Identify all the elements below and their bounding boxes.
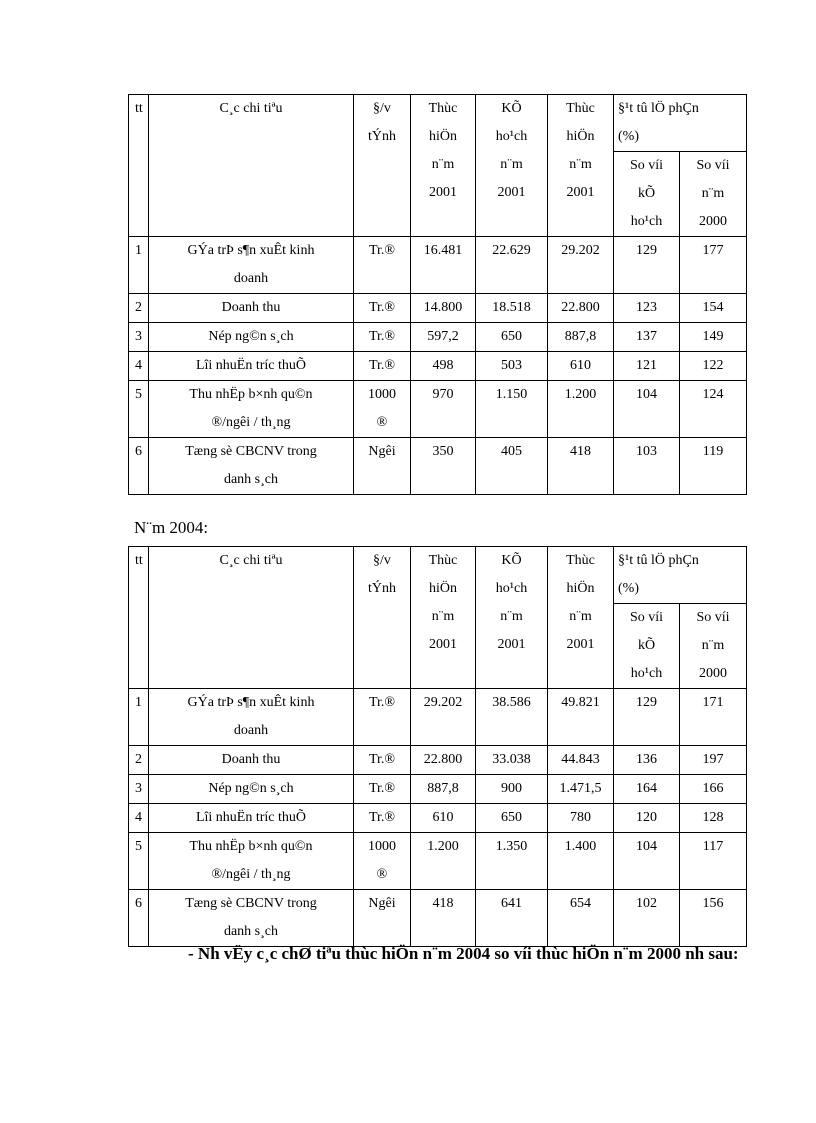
header-unit: §/v tÝnh [354,95,411,237]
row-unit: 1000 ® [354,381,411,438]
row-vs-plan: 102 [614,890,680,947]
row-indicator: Tæng sè CBCNV trong danh s¸ch [149,890,354,947]
header-indicator: C¸c chi tiªu [149,547,354,689]
row-vs-plan: 136 [614,746,680,775]
row-plan: 33.038 [476,746,548,775]
summary-paragraph [134,939,740,968]
row-tt: 4 [129,804,149,833]
row-indicator: GÝa trÞ s¶n xuÊt kinh doanh [149,689,354,746]
row-actual-prev: 610 [411,804,476,833]
row-tt: 3 [129,775,149,804]
table-row [129,294,747,323]
row-unit: Tr.® [354,294,411,323]
row-vs-plan: 104 [614,833,680,890]
row-plan: 1.350 [476,833,548,890]
row-plan: 650 [476,804,548,833]
row-vs-year: 122 [680,352,747,381]
row-actual-prev: 350 [411,438,476,495]
row-plan: 900 [476,775,548,804]
table-header-row [129,95,747,152]
table-2001 [128,94,747,495]
row-actual: 887,8 [548,323,614,352]
header-vs-plan: So víi kÕ ho¹ch [614,604,680,689]
row-actual: 654 [548,890,614,947]
row-actual-prev: 16.481 [411,237,476,294]
row-plan: 641 [476,890,548,947]
row-indicator: GÝa trÞ s¶n xuÊt kinh doanh [149,237,354,294]
row-actual-prev: 970 [411,381,476,438]
header-unit: §/v tÝnh [354,547,411,689]
row-vs-plan: 164 [614,775,680,804]
row-plan: 650 [476,323,548,352]
row-indicator: Nép ng©n s¸ch [149,323,354,352]
row-indicator: Doanh thu [149,746,354,775]
header-vs-year: So víi n¨m 2000 [680,604,747,689]
row-tt: 1 [129,237,149,294]
row-tt: 4 [129,352,149,381]
row-unit: Tr.® [354,746,411,775]
row-indicator: Lîi nhuËn tríc thuÕ [149,352,354,381]
header-tt: tt [129,547,149,689]
row-actual-prev: 22.800 [411,746,476,775]
row-actual: 29.202 [548,237,614,294]
row-plan: 503 [476,352,548,381]
row-actual: 610 [548,352,614,381]
row-unit: Ngêi [354,438,411,495]
row-vs-year: 154 [680,294,747,323]
row-plan: 18.518 [476,294,548,323]
row-actual: 780 [548,804,614,833]
header-actual: Thùc hiÖn n¨m 2001 [548,547,614,689]
row-unit: Tr.® [354,804,411,833]
row-unit: Tr.® [354,323,411,352]
row-vs-year: 197 [680,746,747,775]
row-tt: 2 [129,746,149,775]
header-actual-prev: Thùc hiÖn n¨m 2001 [411,95,476,237]
row-actual: 1.471,5 [548,775,614,804]
row-tt: 6 [129,438,149,495]
section-heading-2004: N¨m 2004: [134,518,209,537]
row-unit: Ngêi [354,890,411,947]
table-row [129,689,747,746]
row-tt: 3 [129,323,149,352]
row-vs-plan: 104 [614,381,680,438]
row-unit: 1000 ® [354,833,411,890]
row-actual: 1.400 [548,833,614,890]
row-unit: Tr.® [354,352,411,381]
row-vs-year: 128 [680,804,747,833]
row-actual-prev: 498 [411,352,476,381]
row-vs-plan: 129 [614,237,680,294]
table-row [129,237,747,294]
table-row [129,804,747,833]
table-row [129,746,747,775]
row-vs-year: 177 [680,237,747,294]
table-row [129,352,747,381]
row-actual: 418 [548,438,614,495]
row-tt: 2 [129,294,149,323]
row-actual: 49.821 [548,689,614,746]
row-plan: 22.629 [476,237,548,294]
row-actual-prev: 887,8 [411,775,476,804]
row-indicator: Doanh thu [149,294,354,323]
table-header-row [129,547,747,604]
header-actual-prev: Thùc hiÖn n¨m 2001 [411,547,476,689]
row-indicator: Nép ng©n s¸ch [149,775,354,804]
row-vs-plan: 137 [614,323,680,352]
row-actual: 44.843 [548,746,614,775]
header-plan: KÕ ho¹ch n¨m 2001 [476,95,548,237]
row-indicator: Thu nhËp b×nh qu©n ®/ngêi / th¸ng [149,833,354,890]
summary-text: - Nh vËy c¸c chØ tiªu thùc hiÖn n¨m 2004 so víi thùc hiÖn n¨m 2000 nh sau: [188,944,739,963]
row-actual-prev: 29.202 [411,689,476,746]
row-tt: 1 [129,689,149,746]
header-tt: tt [129,95,149,237]
row-vs-plan: 129 [614,689,680,746]
table-row [129,381,747,438]
row-actual: 1.200 [548,381,614,438]
row-actual-prev: 1.200 [411,833,476,890]
row-vs-year: 124 [680,381,747,438]
table-row [129,890,747,947]
header-actual: Thùc hiÖn n¨m 2001 [548,95,614,237]
row-vs-year: 117 [680,833,747,890]
row-vs-year: 119 [680,438,747,495]
row-unit: Tr.® [354,689,411,746]
row-vs-plan: 103 [614,438,680,495]
row-vs-plan: 120 [614,804,680,833]
row-indicator: Thu nhËp b×nh qu©n ®/ngêi / th¸ng [149,381,354,438]
row-actual: 22.800 [548,294,614,323]
row-tt: 5 [129,833,149,890]
table-row [129,775,747,804]
row-indicator: Lîi nhuËn tríc thuÕ [149,804,354,833]
row-indicator: Tæng sè CBCNV trong danh s¸ch [149,438,354,495]
row-actual-prev: 597,2 [411,323,476,352]
table-row [129,438,747,495]
row-unit: Tr.® [354,237,411,294]
row-actual-prev: 418 [411,890,476,947]
table-row [129,323,747,352]
row-actual-prev: 14.800 [411,294,476,323]
header-vs-year: So víi n¨m 2000 [680,152,747,237]
row-vs-year: 156 [680,890,747,947]
header-vs-plan: So víi kÕ ho¹ch [614,152,680,237]
row-vs-plan: 121 [614,352,680,381]
table-2004 [128,546,747,947]
row-vs-year: 171 [680,689,747,746]
row-vs-plan: 123 [614,294,680,323]
row-plan: 405 [476,438,548,495]
header-achievement: §¹t tû lÖ phÇn (%) [614,95,747,152]
header-achievement: §¹t tû lÖ phÇn (%) [614,547,747,604]
row-tt: 5 [129,381,149,438]
header-plan: KÕ ho¹ch n¨m 2001 [476,547,548,689]
table-row [129,833,747,890]
row-tt: 6 [129,890,149,947]
row-unit: Tr.® [354,775,411,804]
header-indicator: C¸c chi tiªu [149,95,354,237]
row-vs-year: 149 [680,323,747,352]
row-plan: 1.150 [476,381,548,438]
row-plan: 38.586 [476,689,548,746]
row-vs-year: 166 [680,775,747,804]
